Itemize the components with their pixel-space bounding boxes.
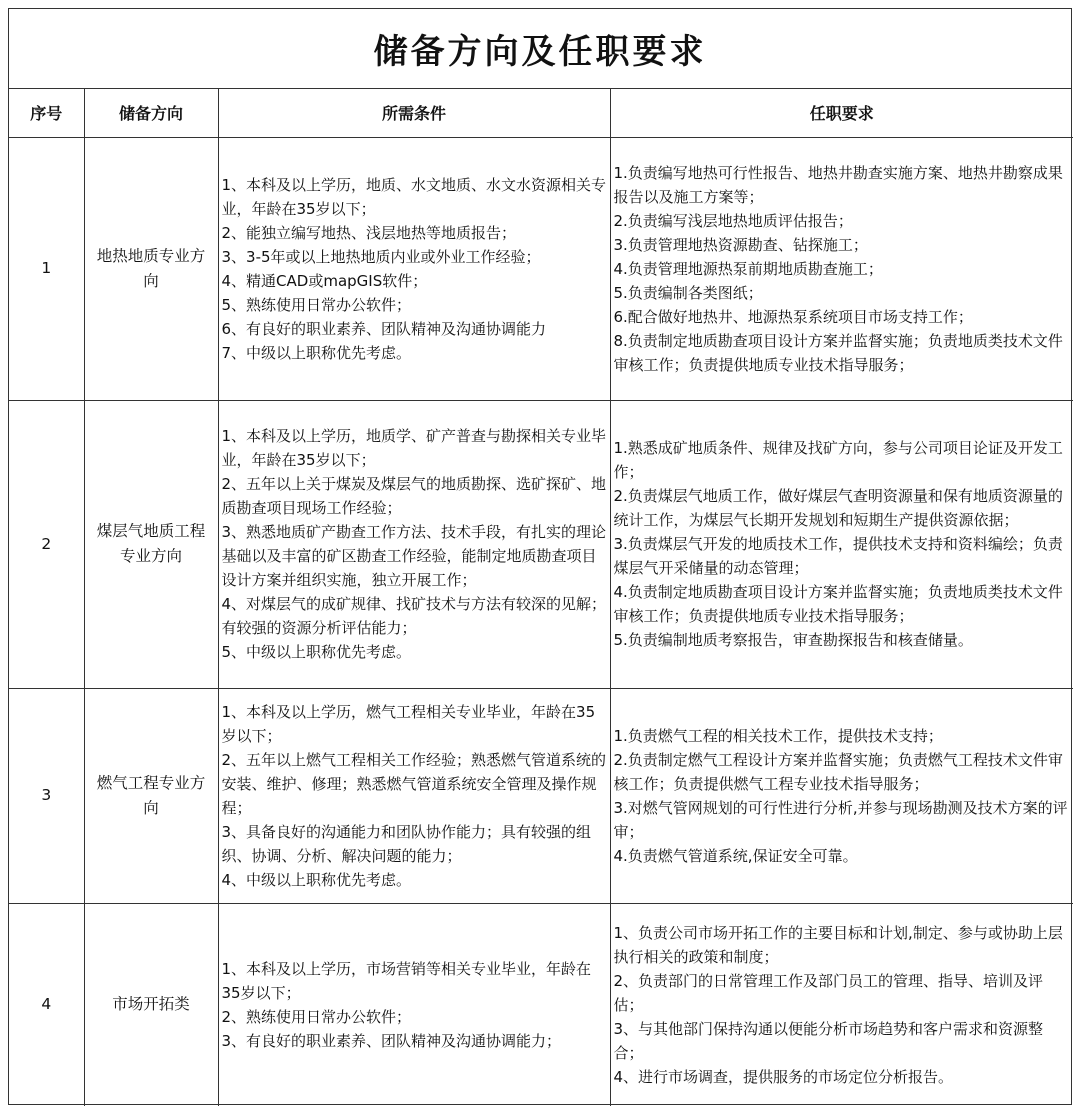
condition-item: 1、本科及以上学历，燃气工程相关专业毕业，年龄在35岁以下； — [221, 702, 596, 745]
condition-item: 3、具备良好的沟通能力和团队协作能力；具有较强的组织、协调、分析、解决问题的能力； — [221, 822, 592, 865]
header-conditions: 所需条件 — [218, 89, 610, 137]
requirement-item: 4、进行市场调查，提供服务的市场定位分析报告。 — [613, 1067, 954, 1086]
requirement-item: 2.负责编写浅层地热地质评估报告； — [613, 211, 853, 230]
requirement-item: 2、负责部门的日常管理工作及部门员工的管理、指导、培训及评估； — [613, 971, 1044, 1014]
requirement-item: 2.负责制定燃气工程设计方案并监督实施；负责燃气工程技术文件审核工作；负责提供燃气工程专业技术指导服务； — [613, 750, 1063, 793]
row-direction: 煤层气地质工程专业方向 — [84, 400, 218, 688]
condition-item: 1、本科及以上学历，地质学、矿产普查与勘探相关专业毕业，年龄在35岁以下； — [221, 427, 607, 469]
header-row — [9, 89, 1073, 137]
row-index: 4 — [9, 903, 84, 1106]
title-bar — [9, 9, 1071, 89]
row-index: 1 — [9, 137, 84, 400]
condition-item: 2、熟练使用日常办公软件； — [221, 1007, 412, 1026]
table-row — [9, 400, 1073, 688]
table-row — [9, 137, 1073, 400]
requirement-item: 2.负责煤层气地质工作，做好煤层气查明资源量和保有地质资源量的统计工作，为煤层气长期开发规划和短期生产提供资源依据； — [613, 487, 1063, 529]
requirement-item: 3.对燃气管网规划的可行性进行分析,并参与现场勘测及技术方案的评审； — [613, 798, 1068, 841]
condition-item: 2、五年以上燃气工程相关工作经验；熟悉燃气管道系统的安装、维护、修理；熟悉燃气管道系统安全管理及操作规程； — [221, 750, 607, 817]
condition-item: 3、熟悉地质矿产勘查工作方法、技术手段，有扎实的理论基础以及丰富的矿区勘查工作经验，能制定地质勘查项目设计方案并组织实施，独立开展工作； — [221, 523, 607, 589]
requirement-item: 4.负责制定地质勘查项目设计方案并监督实施；负责地质类技术文件审核工作；负责提供地质专业技术指导服务； — [613, 583, 1063, 625]
table-body — [9, 137, 1073, 1106]
requirement-item: 3.负责煤层气开发的地质技术工作，提供技术支持和资料编绘；负责煤层气开采储量的动态管理； — [613, 535, 1063, 577]
requirement-item: 8.负责制定地质勘查项目设计方案并监督实施；负责地质类技术文件审核工作；负责提供地质专业技术指导服务； — [613, 331, 1063, 374]
condition-item: 2、五年以上关于煤炭及煤层气的地质勘探、选矿探矿、地质勘查项目现场工作经验； — [221, 475, 607, 517]
requirement-item: 1.熟悉成矿地质条件、规律及找矿方向，参与公司项目论证及开发工作； — [613, 439, 1063, 481]
condition-item: 6、有良好的职业素养、团队精神及沟通协调能力 — [221, 319, 547, 338]
requirement-item: 3、与其他部门保持沟通以便能分析市场趋势和客户需求和资源整合； — [613, 1019, 1044, 1062]
page-title: 储备方向及任职要求 — [373, 32, 707, 72]
row-requirements — [610, 688, 1073, 903]
requirement-item: 4.负责管理地源热泵前期地质勘查施工； — [613, 259, 883, 278]
requirement-item: 1.负责燃气工程的相关技术工作，提供技术支持； — [613, 726, 943, 745]
row-requirements — [610, 903, 1073, 1106]
row-conditions — [218, 903, 610, 1106]
requirement-item: 1、负责公司市场开拓工作的主要目标和计划,制定、参与或协助上层执行相关的政策和制度； — [613, 923, 1063, 966]
row-conditions — [218, 688, 610, 903]
condition-item: 3、有良好的职业素养、团队精神及沟通协调能力； — [221, 1031, 562, 1050]
condition-item: 1、本科及以上学历，市场营销等相关专业毕业，年龄在35岁以下； — [221, 959, 592, 1002]
condition-item: 4、对煤层气的成矿规律、找矿技术与方法有较深的见解；有较强的资源分析评估能力； — [221, 595, 607, 637]
condition-item: 1、本科及以上学历，地质、水文地质、水文水资源相关专业，年龄在35岁以下； — [221, 175, 607, 218]
row-requirements — [610, 137, 1073, 400]
table-row — [9, 903, 1073, 1106]
condition-item: 5、中级以上职称优先考虑。 — [221, 643, 412, 661]
row-direction: 市场开拓类 — [84, 903, 218, 1106]
condition-item: 7、中级以上职称优先考虑。 — [221, 343, 412, 362]
header-requirements: 任职要求 — [610, 89, 1073, 137]
requirement-item: 5.负责编制地质考察报告，审查勘探报告和核查储量。 — [613, 631, 973, 649]
requirement-item: 5.负责编制各类图纸； — [613, 283, 763, 302]
condition-item: 4、中级以上职称优先考虑。 — [221, 870, 412, 889]
requirements-sheet — [8, 8, 1072, 1105]
requirement-item: 4.负责燃气管道系统,保证安全可靠。 — [613, 846, 858, 865]
table-row — [9, 688, 1073, 903]
header-index: 序号 — [9, 89, 84, 137]
row-conditions — [218, 400, 610, 688]
condition-item: 3、3-5年或以上地热地质内业或外业工作经验； — [221, 247, 541, 266]
row-direction: 燃气工程专业方向 — [84, 688, 218, 903]
row-index: 2 — [9, 400, 84, 688]
row-conditions — [218, 137, 610, 400]
header-direction: 储备方向 — [84, 89, 218, 137]
condition-item: 5、熟练使用日常办公软件； — [221, 295, 412, 314]
requirements-table — [9, 89, 1073, 1106]
requirement-item: 3.负责管理地热资源勘查、钻探施工； — [613, 235, 868, 254]
condition-item: 2、能独立编写地热、浅层地热等地质报告； — [221, 223, 517, 242]
requirement-item: 1.负责编写地热可行性报告、地热井勘查实施方案、地热井勘察成果报告以及施工方案等； — [613, 163, 1063, 206]
row-index: 3 — [9, 688, 84, 903]
row-requirements — [610, 400, 1073, 688]
requirement-item: 6.配合做好地热井、地源热泵系统项目市场支持工作； — [613, 307, 973, 326]
row-direction: 地热地质专业方向 — [84, 137, 218, 400]
condition-item: 4、精通CAD或mapGIS软件； — [221, 271, 428, 290]
